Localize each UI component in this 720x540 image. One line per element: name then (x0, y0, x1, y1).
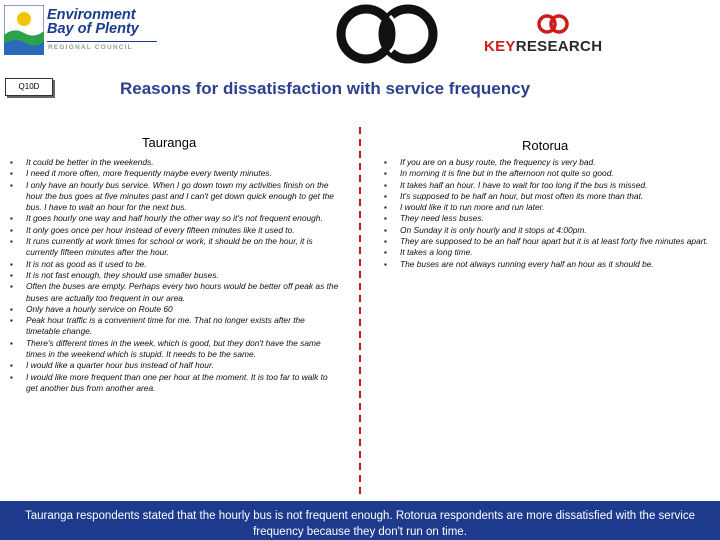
list-item: ▪ Often the buses are empty. Perhaps every two hours would be better off peak as the buses are actually too frequent in our area. (10, 281, 340, 304)
keyresearch-key: KEY (484, 38, 516, 55)
question-code: Q10D (5, 78, 53, 96)
list-item: ▪ It runs currently at work times for school or work, it should be on the hour, it is currently fifteen minutes after the hour. (10, 236, 340, 259)
ebop-rule (47, 41, 157, 42)
tauranga-heading: Tauranga (142, 135, 197, 150)
list-item: ▪ It's supposed to be half an hour, but most often its more than that. (384, 191, 710, 202)
list-item: ▪ It is not as good as it used to be. (10, 259, 340, 270)
list-item: ▪ I would like a quarter hour bus instead of half hour. (10, 360, 340, 371)
list-item: ▪ Only have a hourly service on Route 60 (10, 304, 340, 315)
ebop-name-line2: Bay of Plenty (47, 21, 139, 37)
list-item: ▪ Peak hour traffic is a convenient time for me. That no longer exists after the timetable change. (10, 315, 340, 338)
list-item: ▪ They are supposed to be an half hour apart but it is at least forty five minutes apart. (384, 236, 710, 247)
tauranga-column (10, 157, 340, 394)
list-item: ▪ There's different times in the week, which is good, but they don't have the same times in the weekend which is stupid. It needs to be the same. (10, 338, 340, 361)
environment-bop-logo (2, 2, 162, 60)
rotorua-column (384, 157, 710, 270)
page-title: Reasons for dissatisfaction with service frequency (120, 79, 531, 98)
ebop-name-line1: Environment (47, 7, 136, 23)
keyresearch-research: RESEARCH (515, 38, 603, 55)
list-item: ▪ If you are on a busy route, the frequency is very bad. (384, 157, 710, 168)
ebop-council-label: REGIONAL COUNCIL (48, 44, 133, 51)
keyresearch-mark-icon (480, 12, 630, 36)
list-item: ▪ It only goes once per hour instead of every fifteen minutes like it used to. (10, 225, 340, 236)
list-item: ▪ In morning it is fine but in the afternoon not quite so good. (384, 168, 710, 179)
list-item: ▪ I need it more often, more frequently maybe every twenty minutes. (10, 168, 340, 179)
list-item: ▪ I only have an hourly bus service. When I go down town my activities finish on the hour the bus goes at five minutes past and I can't get down quick enough to get the bus. I have to wait an hour for the next bus. (10, 180, 340, 214)
list-item: ▪ I would like more frequent than one per hour at the moment. It is too far to walk to get another bus from another area. (10, 372, 340, 395)
list-item: ▪ On Sunday it is only hourly and it stops at 4:00pm. (384, 225, 710, 236)
rings-graphic-icon (332, 1, 442, 67)
list-item: ▪ The buses are not always running every half an hour as it should be. (384, 259, 710, 270)
list-item: ▪ It could be better in the weekends. (10, 157, 340, 168)
list-item: ▪ They need less buses. (384, 213, 710, 224)
ebop-mark-icon (4, 5, 44, 55)
list-item: ▪ It goes hourly one way and half hourly the other way so it's not frequent enough. (10, 213, 340, 224)
ebop-name (47, 8, 139, 36)
column-divider (359, 127, 361, 497)
tauranga-list (10, 157, 340, 394)
list-item: ▪ I would like it to run more and run later. (384, 202, 710, 213)
rotorua-heading: Rotorua (522, 138, 569, 153)
summary-footer: Tauranga respondents stated that the hourly bus is not frequent enough. Rotorua respondents are more dissatisfied with the service frequency because they don't run on time. (0, 501, 720, 540)
list-item: ▪ It is not fast enough, they should use smaller buses. (10, 270, 340, 281)
rotorua-list (384, 157, 710, 270)
keyresearch-wordmark (484, 38, 602, 55)
list-item: ▪ It takes a long time. (384, 247, 710, 258)
list-item: ▪ It takes half an hour. I have to wait for too long if the bus is missed. (384, 180, 710, 191)
